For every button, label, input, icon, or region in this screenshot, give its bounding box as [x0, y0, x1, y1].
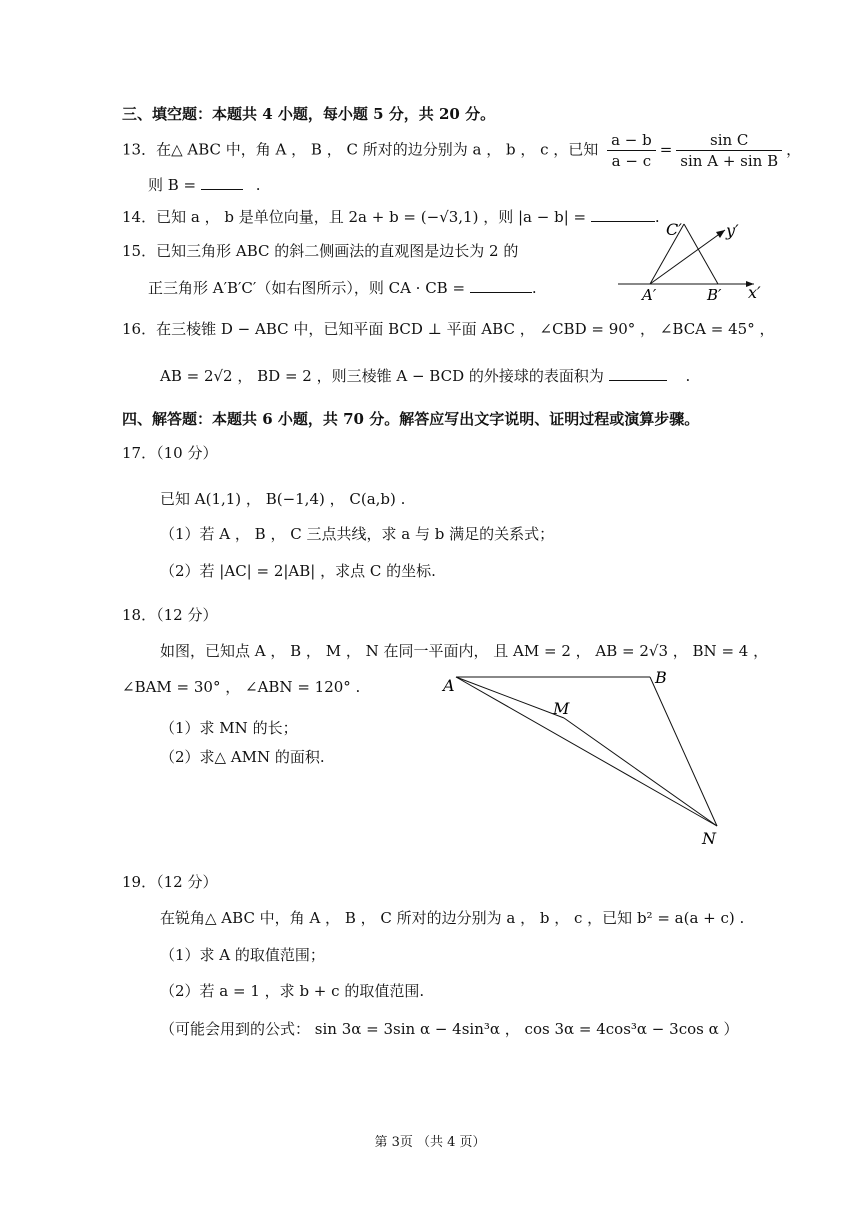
q15-line2: 正三角形 A′B′C′（如右图所示），则 CA · CB = . — [148, 276, 537, 299]
q15-figure — [612, 212, 767, 304]
q18-part2: （2）求△ AMN 的面积. — [160, 748, 325, 766]
fig18-label-b: B — [655, 668, 667, 687]
question-14: 14．已知 a ， b 是单位向量，且 2a + b = (−√3,1) ，则 |a − b| = . — [122, 205, 660, 228]
fig18-label-m: M — [553, 699, 570, 718]
section3-heading: 三、填空题：本题共 4 小题，每小题 5 分，共 20 分。 — [122, 105, 496, 123]
q19-title: 19．（12 分） — [122, 873, 218, 891]
question-13: 13．在△ ABC 中，角 A ， B ， C 所对的边分别为 a ， b ， c ，已知 $\frac{a - b}{a - c}$ = $\frac{\text{sin C}}{\text{sin A + sin B}}$ ， — [122, 131, 802, 170]
q19-line1: 在锐角△ ABC 中，角 A ， B ， C 所对的边分别为 a ， b ， c ，已知 b² = a(a + c) . — [160, 909, 745, 927]
fig15-label-c: C′ — [666, 220, 682, 239]
q16-line1: 16．在三棱锥 D − ABC 中，已知平面 BCD ⊥ 平面 ABC ， ∠CBD = 90° ， ∠BCA = 45° ， — [122, 320, 775, 338]
fig15-label-a: A′ — [642, 286, 657, 304]
q13-answer-blank[interactable] — [201, 173, 243, 190]
q13-fraction-right: $\frac{\text{sin C}}{\text{sin A + sin B}}$ — [676, 130, 782, 171]
section4-heading: 四、解答题：本题共 6 小题，共 70 分。解答应写出文字说明、证明过程或演算步骤。 — [122, 410, 700, 428]
q17-title: 17．（10 分） — [122, 444, 218, 462]
q17-given: 已知 A(1,1) ， B(−1,4) ， C(a,b) . — [160, 490, 406, 508]
fig15-label-x: x′ — [748, 283, 761, 302]
fig15-label-y: y′ — [726, 221, 739, 240]
q19-part2: （2）若 a = 1 ，求 b + c 的取值范围. — [160, 982, 425, 1000]
q13-fraction-left: $\frac{a - b}{a - c}$ — [607, 130, 656, 171]
q19-part1: （1）求 A 的取值范围； — [160, 946, 325, 964]
q16-answer-blank[interactable] — [609, 364, 667, 381]
q18-figure — [436, 664, 736, 854]
q17-part1: （1）若 A ， B ， C 三点共线，求 a 与 b 满足的关系式； — [160, 525, 555, 543]
q18-title: 18．（12 分） — [122, 606, 218, 624]
q13-text: 13．在△ ABC 中，角 A ， B ， C 所对的边分别为 a ， b ， c ，已知 — [122, 140, 599, 159]
q13-answer-line: 则 B = . — [148, 173, 260, 196]
page-footer: 第 3页 （共 4 页） — [374, 1135, 486, 1150]
q18-line1: 如图，已知点 A ， B ， M ， N 在同一平面内， 且 AM = 2 ， AB = 2√3 ， BN = 4 ， — [160, 642, 769, 660]
q18-part1: （1）求 MN 的长； — [160, 719, 298, 737]
q17-part2: （2）若 |AC| = 2|AB| ，求点 C 的坐标. — [160, 562, 436, 580]
q19-formula: （可能会用到的公式： sin 3α = 3sin α − 4sin³α ， cos 3α = 4cos³α − 3cos α ） — [160, 1020, 739, 1038]
q15-answer-blank[interactable] — [470, 276, 532, 293]
fig18-label-n: N — [702, 829, 716, 848]
q15-line1: 15．已知三角形 ABC 的斜二侧画法的直观图是边长为 2 的 — [122, 242, 519, 260]
q18-line2: ∠BAM = 30° ， ∠ABN = 120° . — [122, 678, 361, 696]
q16-line2: AB = 2√2 ， BD = 2 ，则三棱锥 A − BCD 的外接球的表面积为 . — [160, 364, 690, 387]
fig15-label-b: B′ — [707, 286, 722, 304]
fig18-label-a: A — [443, 676, 455, 695]
